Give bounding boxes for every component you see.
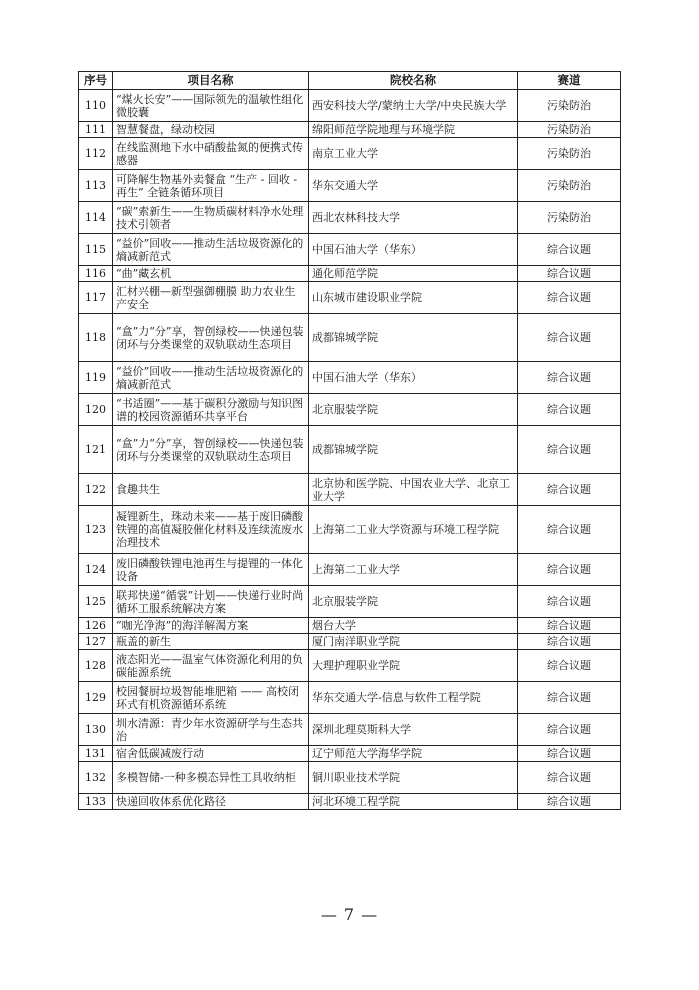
table-row [79, 762, 621, 794]
cell-school-name: 山东城市建设职业学院 [309, 282, 518, 314]
cell-number: 122 [79, 474, 113, 506]
cell-track: 综合议题 [518, 362, 621, 394]
cell-track: 综合议题 [518, 746, 621, 762]
cell-number: 119 [79, 362, 113, 394]
cell-project-name: “书适圈”——基于碳积分激励与知识图谱的校园资源循环共享平台 [113, 394, 309, 426]
cell-school-name: 北京服装学院 [309, 586, 518, 618]
cell-track: 污染防治 [518, 170, 621, 202]
table-body [79, 90, 621, 810]
cell-track: 综合议题 [518, 426, 621, 474]
table-row [79, 682, 621, 714]
header-no: 序号 [79, 72, 113, 90]
cell-school-name: 上海第二工业大学资源与环境工程学院 [309, 506, 518, 554]
cell-number: 116 [79, 266, 113, 282]
table-row [79, 506, 621, 554]
cell-project-name: “煤火长安”——国际领先的温敏性组化微胶囊 [113, 90, 309, 122]
table-row [79, 394, 621, 426]
header-track: 赛道 [518, 72, 621, 90]
cell-school-name: 南京工业大学 [309, 138, 518, 170]
cell-number: 111 [79, 122, 113, 138]
cell-project-name: 智慧餐盘，绿动校园 [113, 122, 309, 138]
cell-number: 110 [79, 90, 113, 122]
cell-number: 129 [79, 682, 113, 714]
cell-project-name: “曲”藏玄机 [113, 266, 309, 282]
cell-track: 综合议题 [518, 314, 621, 362]
cell-number: 113 [79, 170, 113, 202]
cell-project-name: 可降解生物基外卖餐盒 “生产 - 回收 - 再生” 全链条循环项目 [113, 170, 309, 202]
table-row [79, 634, 621, 650]
table-row [79, 714, 621, 746]
cell-track: 综合议题 [518, 282, 621, 314]
cell-project-name: “盒”力“分”享，智创绿校——快递包装闭环与分类课堂的双轨联动生态项目 [113, 314, 309, 362]
cell-number: 112 [79, 138, 113, 170]
table-row [79, 234, 621, 266]
table-row [79, 314, 621, 362]
cell-number: 126 [79, 618, 113, 634]
table-row [79, 426, 621, 474]
table-row [79, 794, 621, 810]
table-row [79, 618, 621, 634]
cell-project-name: 瓶盖的新生 [113, 634, 309, 650]
cell-number: 124 [79, 554, 113, 586]
cell-track: 综合议题 [518, 394, 621, 426]
cell-school-name: 深圳北理莫斯科大学 [309, 714, 518, 746]
cell-track: 污染防治 [518, 202, 621, 234]
cell-track: 综合议题 [518, 714, 621, 746]
table-row [79, 474, 621, 506]
header-school-name: 院校名称 [309, 72, 518, 90]
project-table [78, 71, 621, 810]
table-row [79, 362, 621, 394]
cell-school-name: 厦门南洋职业学院 [309, 634, 518, 650]
cell-school-name: 大理护理职业学院 [309, 650, 518, 682]
cell-school-name: 河北环境工程学院 [309, 794, 518, 810]
cell-school-name: 北京服装学院 [309, 394, 518, 426]
cell-track: 综合议题 [518, 634, 621, 650]
cell-track: 综合议题 [518, 474, 621, 506]
cell-number: 114 [79, 202, 113, 234]
table-row [79, 282, 621, 314]
table-row [79, 746, 621, 762]
cell-track: 综合议题 [518, 618, 621, 634]
cell-track: 综合议题 [518, 266, 621, 282]
cell-project-name: 多模智储-一种多模态异性工具收纳柜 [113, 762, 309, 794]
table-row [79, 586, 621, 618]
cell-number: 128 [79, 650, 113, 682]
cell-school-name: 北京协和医学院、中国农业大学、北京工业大学 [309, 474, 518, 506]
cell-school-name: 成都锦城学院 [309, 314, 518, 362]
cell-track: 污染防治 [518, 90, 621, 122]
cell-track: 综合议题 [518, 682, 621, 714]
cell-school-name: 上海第二工业大学 [309, 554, 518, 586]
cell-project-name: “咖光净海”的海洋解渴方案 [113, 618, 309, 634]
cell-number: 123 [79, 506, 113, 554]
table-row [79, 202, 621, 234]
cell-school-name: 辽宁师范大学海华学院 [309, 746, 518, 762]
cell-number: 117 [79, 282, 113, 314]
cell-project-name: 汇材兴棚—新型强御棚膜 助力农业生产安全 [113, 282, 309, 314]
cell-project-name: 食趣共生 [113, 474, 309, 506]
table-header-row [79, 72, 621, 90]
cell-school-name: 烟台大学 [309, 618, 518, 634]
cell-number: 125 [79, 586, 113, 618]
cell-number: 115 [79, 234, 113, 266]
cell-project-name: 废旧磷酸铁锂电池再生与提锂的一体化设备 [113, 554, 309, 586]
cell-number: 127 [79, 634, 113, 650]
cell-number: 121 [79, 426, 113, 474]
cell-school-name: 成都锦城学院 [309, 426, 518, 474]
cell-track: 综合议题 [518, 794, 621, 810]
cell-track: 综合议题 [518, 234, 621, 266]
cell-track: 综合议题 [518, 650, 621, 682]
cell-project-name: 在线监测地下水中硝酸盐氮的便携式传感器 [113, 138, 309, 170]
table-row [79, 90, 621, 122]
cell-school-name: 华东交通大学-信息与软件工程学院 [309, 682, 518, 714]
cell-project-name: 快递回收体系优化路径 [113, 794, 309, 810]
cell-number: 132 [79, 762, 113, 794]
cell-number: 118 [79, 314, 113, 362]
table-row [79, 650, 621, 682]
cell-track: 综合议题 [518, 554, 621, 586]
table-row [79, 554, 621, 586]
cell-number: 133 [79, 794, 113, 810]
cell-project-name: “盒”力“分”享，智创绿校——快递包装闭环与分类课堂的双轨联动生态项目 [113, 426, 309, 474]
cell-project-name: 液态阳光——温室气体资源化利用的负碳能源系统 [113, 650, 309, 682]
cell-track: 污染防治 [518, 122, 621, 138]
page-number: — 7 — [320, 905, 379, 924]
cell-project-name: “益价”回收——推动生活垃圾资源化的熵减新范式 [113, 234, 309, 266]
cell-track: 综合议题 [518, 762, 621, 794]
table-row [79, 266, 621, 282]
header-project-name: 项目名称 [113, 72, 309, 90]
cell-track: 综合议题 [518, 506, 621, 554]
cell-school-name: 中国石油大学（华东） [309, 362, 518, 394]
cell-project-name: 凝锂新生，珠动未来——基于废旧磷酸铁锂的高值凝胶催化材料及连续流废水治理技术 [113, 506, 309, 554]
cell-project-name: 联邦快递“循裳”计划——快递行业时尚循环工服系统解决方案 [113, 586, 309, 618]
cell-school-name: 中国石油大学（华东） [309, 234, 518, 266]
project-table-container [78, 71, 620, 810]
table-row [79, 138, 621, 170]
table-row [79, 170, 621, 202]
table-row [79, 122, 621, 138]
cell-school-name: 绵阳师范学院地理与环境学院 [309, 122, 518, 138]
cell-track: 综合议题 [518, 586, 621, 618]
cell-school-name: 西北农林科技大学 [309, 202, 518, 234]
cell-project-name: 宿舍低碳减废行动 [113, 746, 309, 762]
cell-number: 131 [79, 746, 113, 762]
cell-number: 120 [79, 394, 113, 426]
cell-number: 130 [79, 714, 113, 746]
cell-project-name: 圳水清源：青少年水资源研学与生态共治 [113, 714, 309, 746]
cell-school-name: 华东交通大学 [309, 170, 518, 202]
cell-project-name: “碳”索新生——生物质碳材料净水处理技术引领者 [113, 202, 309, 234]
cell-school-name: 铜川职业技术学院 [309, 762, 518, 794]
cell-project-name: “益价”回收——推动生活垃圾资源化的熵减新范式 [113, 362, 309, 394]
cell-school-name: 西安科技大学/蒙纳士大学/中央民族大学 [309, 90, 518, 122]
cell-track: 污染防治 [518, 138, 621, 170]
cell-school-name: 通化师范学院 [309, 266, 518, 282]
cell-project-name: 校园餐厨垃圾智能堆肥箱 —— 高校闭环式有机资源循环系统 [113, 682, 309, 714]
